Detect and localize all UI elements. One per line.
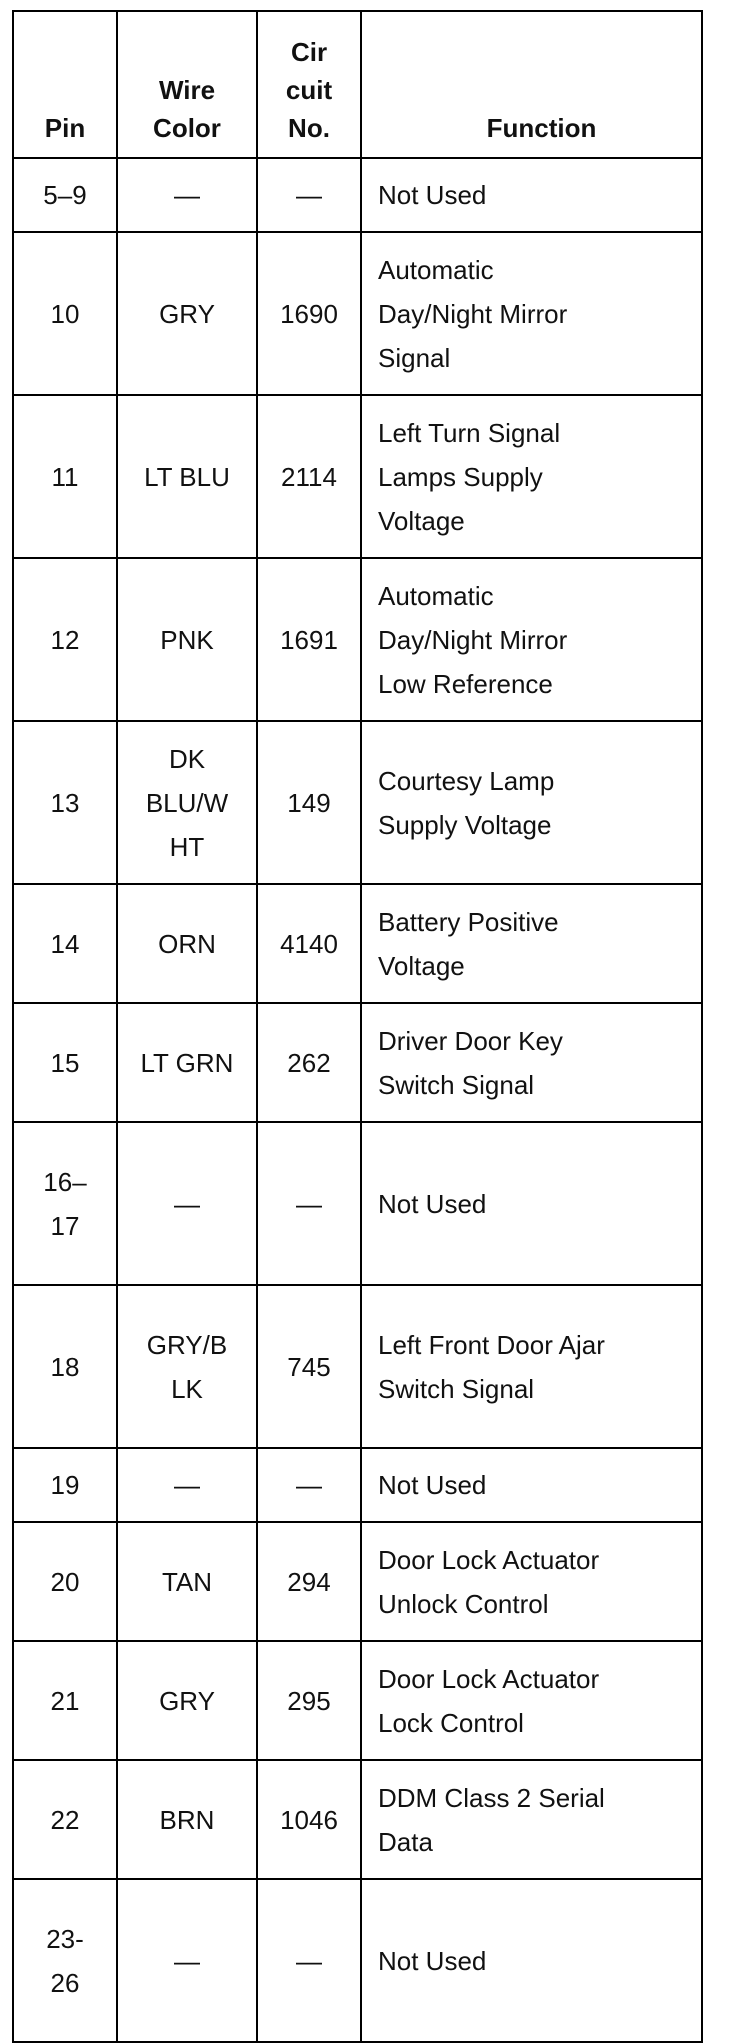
circuit-number: 745 [287, 1351, 331, 1382]
circuit-number: — [296, 180, 322, 210]
wire-color-line: — [174, 1188, 200, 1219]
function-line: Door Lock Actuator [378, 1544, 600, 1575]
function-line: Automatic [378, 580, 494, 611]
function-cell [361, 1003, 702, 1122]
table-row [13, 1760, 702, 1879]
wire-color-cell [117, 884, 257, 1003]
table-row [13, 158, 702, 232]
table-row [13, 1122, 702, 1285]
header-pin-label: Pin [44, 113, 86, 143]
wire-color-line: HT [169, 831, 205, 862]
header-function [361, 11, 702, 158]
pin-line: 21 [50, 1685, 80, 1716]
function-cell [361, 558, 702, 721]
circuit-number-cell [257, 1641, 361, 1760]
table-row [13, 1448, 702, 1522]
wire-color-cell [117, 395, 257, 558]
pin-cell [13, 721, 117, 884]
wire-color-line: TAN [161, 1566, 213, 1597]
function-cell [361, 721, 702, 884]
function-cell [361, 1285, 702, 1448]
pin-line: 22 [50, 1804, 80, 1835]
header-circuit-line-1: Cir [290, 37, 328, 67]
circuit-number: 1691 [280, 624, 338, 655]
pin-line: 16– [43, 1166, 87, 1197]
function-line: Left Front Door Ajar [378, 1329, 605, 1360]
circuit-number: 295 [287, 1685, 331, 1716]
circuit-number: 149 [287, 787, 331, 818]
wire-color-cell [117, 1122, 257, 1285]
circuit-number: — [296, 1945, 322, 1976]
wire-color-line: — [174, 1470, 200, 1500]
table-row [13, 232, 702, 395]
wire-color-line: LK [171, 1373, 203, 1404]
pin-cell [13, 395, 117, 558]
header-circuit-no [257, 11, 361, 158]
wire-color-cell [117, 232, 257, 395]
wire-color-cell [117, 558, 257, 721]
pin-cell [13, 1760, 117, 1879]
function-line: Data [378, 1826, 433, 1857]
circuit-number-cell [257, 1003, 361, 1122]
wire-color-cell [117, 721, 257, 884]
function-line: Driver Door Key [378, 1025, 563, 1056]
function-line: Lock Control [378, 1707, 524, 1738]
circuit-number-cell [257, 884, 361, 1003]
function-line: Not Used [378, 180, 487, 210]
circuit-number: 1690 [280, 298, 338, 329]
table-row [13, 721, 702, 884]
wire-color-line: PNK [160, 624, 214, 655]
function-line: Low Reference [378, 668, 553, 699]
wire-color-line: BRN [159, 1804, 215, 1835]
pin-cell [13, 1122, 117, 1285]
wire-color-cell [117, 1641, 257, 1760]
pin-cell [13, 158, 117, 232]
function-cell [361, 1641, 702, 1760]
pin-line: 5–9 [43, 180, 87, 210]
function-cell [361, 158, 702, 232]
function-line: Automatic [378, 254, 494, 285]
wire-color-cell [117, 1285, 257, 1448]
function-cell [361, 1122, 702, 1285]
pin-line: 19 [50, 1470, 80, 1500]
circuit-number: 2114 [281, 461, 337, 492]
circuit-number-cell [257, 158, 361, 232]
circuit-number: 294 [287, 1566, 331, 1597]
function-line: Unlock Control [378, 1588, 549, 1619]
wire-color-line: BLU/W [145, 787, 229, 818]
header-circuit-line-3: No. [288, 113, 330, 143]
header-circuit-line-2: cuit [285, 75, 333, 105]
function-line: Day/Night Mirror [378, 298, 568, 329]
header-function-label: Function [486, 113, 597, 143]
pin-line: 26 [50, 1967, 80, 1998]
circuit-number-cell [257, 1285, 361, 1448]
wire-color-cell [117, 1760, 257, 1879]
function-line: Not Used [378, 1945, 487, 1976]
wire-color-line: GRY/B [146, 1329, 228, 1360]
wire-color-line: LT GRN [140, 1047, 234, 1078]
connector-pinout-table [12, 10, 703, 2043]
header-wire-color-line-2: Color [153, 113, 221, 143]
wire-color-line: LT BLU [144, 461, 230, 492]
pin-line: 13 [50, 787, 80, 818]
function-cell [361, 1448, 702, 1522]
table-row [13, 884, 702, 1003]
wire-color-line: GRY [159, 1685, 215, 1716]
wire-color-cell [117, 1879, 257, 2042]
function-cell [361, 1760, 702, 1879]
circuit-number-cell [257, 1760, 361, 1879]
table-row [13, 1641, 702, 1760]
pin-line: 14 [50, 928, 80, 959]
circuit-number-cell [257, 232, 361, 395]
wire-color-line: DK [168, 743, 206, 774]
pin-line: 12 [50, 624, 80, 655]
function-cell [361, 884, 702, 1003]
function-line: Battery Positive [378, 906, 559, 937]
circuit-number-cell [257, 721, 361, 884]
wire-color-cell [117, 158, 257, 232]
header-pin [13, 11, 117, 158]
function-line: DDM Class 2 Serial [378, 1782, 605, 1813]
function-line: Voltage [378, 505, 465, 536]
pin-line: 15 [50, 1047, 80, 1078]
function-cell [361, 395, 702, 558]
wire-color-line: GRY [159, 298, 215, 329]
function-line: Switch Signal [378, 1069, 535, 1100]
function-line: Voltage [378, 950, 465, 981]
pin-line: 11 [51, 461, 79, 492]
table-row [13, 1285, 702, 1448]
wire-color-cell [117, 1448, 257, 1522]
pin-cell [13, 558, 117, 721]
circuit-number-cell [257, 395, 361, 558]
circuit-number: 262 [287, 1047, 331, 1078]
pin-cell [13, 1879, 117, 2042]
pin-cell [13, 232, 117, 395]
pin-line: 18 [50, 1351, 80, 1382]
circuit-number: 1046 [280, 1804, 338, 1835]
pin-cell [13, 884, 117, 1003]
function-line: Left Turn Signal [378, 417, 561, 448]
circuit-number-cell [257, 558, 361, 721]
header-wire-color [117, 11, 257, 158]
wire-color-cell [117, 1522, 257, 1641]
pin-line: 20 [50, 1566, 80, 1597]
header-row [13, 11, 702, 158]
table-row [13, 1522, 702, 1641]
pin-cell [13, 1448, 117, 1522]
pin-line: 10 [50, 298, 80, 329]
table-row [13, 558, 702, 721]
function-cell [361, 1522, 702, 1641]
function-line: Not Used [378, 1188, 487, 1219]
function-cell [361, 232, 702, 395]
function-line: Not Used [378, 1470, 487, 1500]
function-line: Lamps Supply [378, 461, 543, 492]
circuit-number: — [296, 1188, 322, 1219]
wire-color-cell [117, 1003, 257, 1122]
pin-cell [13, 1285, 117, 1448]
function-line: Door Lock Actuator [378, 1663, 600, 1694]
header-wire-color-line-1: Wire [158, 75, 216, 105]
table-row [13, 395, 702, 558]
function-cell [361, 1879, 702, 2042]
circuit-number: — [296, 1470, 322, 1500]
pin-line: 17 [50, 1210, 80, 1241]
function-line: Courtesy Lamp [378, 765, 555, 796]
wire-color-line: ORN [158, 928, 216, 959]
pin-line: 23- [46, 1923, 84, 1954]
wire-color-line: — [174, 180, 200, 210]
circuit-number: 4140 [280, 928, 338, 959]
pin-cell [13, 1003, 117, 1122]
function-line: Supply Voltage [378, 809, 552, 840]
circuit-number-cell [257, 1448, 361, 1522]
pin-cell [13, 1641, 117, 1760]
table-row [13, 1003, 702, 1122]
circuit-number-cell [257, 1522, 361, 1641]
circuit-number-cell [257, 1879, 361, 2042]
circuit-number-cell [257, 1122, 361, 1285]
wire-color-line: — [174, 1945, 200, 1976]
pin-cell [13, 1522, 117, 1641]
table-row [13, 1879, 702, 2042]
function-line: Signal [378, 342, 451, 373]
function-line: Switch Signal [378, 1373, 535, 1404]
function-line: Day/Night Mirror [378, 624, 568, 655]
